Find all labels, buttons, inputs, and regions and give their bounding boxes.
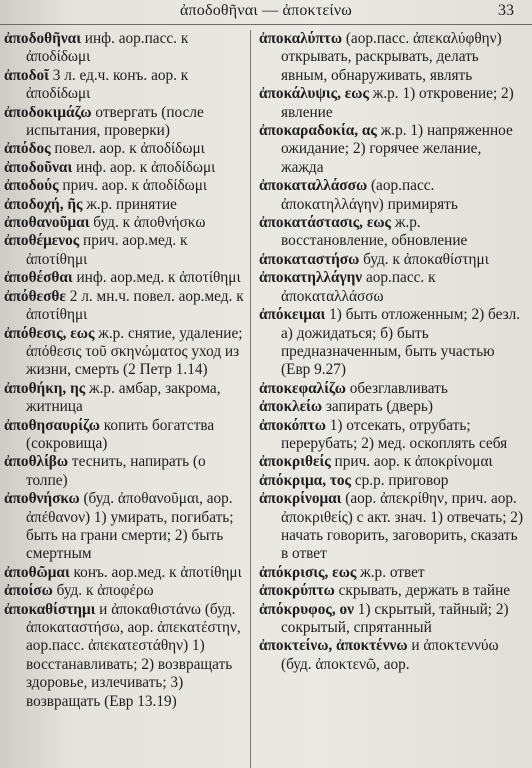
dictionary-entry <box>4 417 244 454</box>
dictionary-entry <box>259 398 527 416</box>
entry-headword: ἀποθνήσκω <box>4 490 80 508</box>
header-rule <box>0 24 532 25</box>
entry-headword: ἀποκαραδοκία, ας <box>259 122 377 140</box>
entry-headword: ἀποθανοῦμαι <box>4 214 90 232</box>
entry-headword: ἀπόθεσθε <box>4 287 66 305</box>
entry-headword: ἀποκατηλλάγην <box>259 269 363 287</box>
dictionary-entry <box>4 380 244 417</box>
right-column <box>259 30 527 674</box>
dictionary-entry <box>259 582 527 600</box>
dictionary-entry <box>259 30 527 85</box>
dictionary-entry <box>4 140 244 158</box>
entry-headword: ἀποκτείνω, ἀποκτέννω <box>259 637 408 655</box>
entry-definition: отвергать (после испытания, проверки) <box>26 103 204 140</box>
entry-headword: ἀποδοκιμάζω <box>4 103 92 121</box>
entry-headword: ἀποθέσθαι <box>4 269 73 287</box>
page-number: 33 <box>498 2 514 19</box>
entry-headword: ἀποθλίβω <box>4 453 69 471</box>
entry-headword: ἀποδοχή, ῆς <box>4 195 83 213</box>
entry-definition: ж.р. амбар, закрома, житница <box>26 379 221 416</box>
entry-definition: аор.пасс. к ἀποκαταλλάσσω <box>281 269 436 305</box>
entry-definition: 1) быть отложенным; 2) безл. а) дожидаться; б) быть предназначенным, быть участью (Евр 9.27) <box>281 306 521 379</box>
entry-headword: ἀποκριθείς <box>259 453 331 471</box>
entry-definition: и ἀποκτεννύω (буд. ἀποκτενῶ, аор. <box>281 637 499 673</box>
entry-headword: ἀποκατάστασις, εως <box>259 214 391 232</box>
entry-headword: ἀποκρίνομαι <box>259 490 342 508</box>
dictionary-entry <box>259 601 527 638</box>
dictionary-entry <box>4 325 244 380</box>
dictionary-entry <box>4 104 244 141</box>
entry-headword: ἀπόκριμα, τος <box>259 471 351 489</box>
dictionary-entry <box>259 490 527 564</box>
entry-definition: ср.р. приговор <box>351 471 449 489</box>
entry-headword: ἀποκαθίστημι <box>4 600 96 618</box>
entry-headword: ἀποκαλύπτω <box>259 30 343 47</box>
dictionary-entry <box>259 637 527 674</box>
dictionary-entry <box>4 232 244 269</box>
entry-definition: инф. аор.пасс. к ἀποδίδωμι <box>26 30 189 66</box>
entry-definition: (аор.пасс. ἀποκατηλλάγην) примирять <box>281 177 458 213</box>
entry-definition: (буд. ἀποθανοῦμαι, аор. ἀπέθανον) 1) умирать, погибать; быть на грани смерти; 2) быть смертным <box>26 490 234 563</box>
page-header <box>0 2 532 24</box>
dictionary-entry <box>4 564 244 582</box>
entry-headword: ἀποκάλυψις, εως <box>259 85 369 103</box>
dictionary-entry <box>259 251 527 269</box>
dictionary-entry <box>4 159 244 177</box>
dictionary-entry <box>4 288 244 325</box>
entry-definition: буд. к ἀποκαθίστημι <box>359 250 489 268</box>
dictionary-entry <box>4 196 244 214</box>
entry-definition: 2 л. мн.ч. повел. аор.мед. к ἀποτίθημι <box>26 287 244 324</box>
dictionary-entry <box>259 417 527 454</box>
dictionary-entry <box>4 269 244 287</box>
dictionary-entry <box>259 380 527 398</box>
entry-definition: ж.р. 1) откровение; 2) явление <box>281 85 514 121</box>
entry-definition: обезглавливать <box>345 379 448 397</box>
entry-definition: (аор. ἀπεκρίθην, прич. аор. ἀποκριθείς) с акт. знач. 1) отвечать; 2) начать говорить, заговорить, сказать в ответ <box>281 490 524 563</box>
entry-definition: 1) скрытый, тайный; 2) сокрытый, спрятанный <box>281 600 509 636</box>
dictionary-entry <box>4 67 244 104</box>
dictionary-entry <box>4 453 244 490</box>
entry-definition: прич. аор.мед. к ἀποτίθημι <box>26 232 188 268</box>
entry-definition: и ἀποκαθιστάνω (буд. ἀποκαταστήσω, аор. ἀπεκατέστην, аор.пасс. ἀπεκατεστάθην) 1) восстанавливать; 2) возвращать здоровье, излечивать; 3) возвращать (Евр 13.19) <box>26 600 241 710</box>
entry-headword: ἀποκρύπτω <box>259 582 335 600</box>
entry-headword: ἀποκλείω <box>259 398 323 416</box>
dictionary-entry <box>4 582 244 600</box>
entry-definition: повел. аор. к ἀποδίδωμι <box>50 140 205 158</box>
entry-definition: скрывать, держать в тайне <box>334 582 511 600</box>
entry-headword: ἀποθέμενος <box>4 232 80 250</box>
entry-definition: ж.р. принятие <box>82 195 177 213</box>
entry-definition: 1) отсекать, отрубать; перерубать; 2) мед. оскоплять себя <box>281 416 508 452</box>
entry-headword: ἀποθῶμαι <box>4 563 70 581</box>
entry-definition: запирать (дверь) <box>322 398 433 416</box>
dictionary-entry <box>4 601 244 711</box>
entry-definition: прич. аор. к ἀποδίδωμι <box>58 177 208 195</box>
entry-headword: ἀποκόπτω <box>259 416 326 434</box>
entry-headword: ἀποθησαυρίζω <box>4 416 100 434</box>
entry-headword: ἀπόθεσις, εως <box>4 324 95 342</box>
left-column <box>4 30 244 711</box>
dictionary-entry <box>4 214 244 232</box>
dictionary-entry <box>4 177 244 195</box>
entry-headword: ἀπόκειμαι <box>259 306 326 324</box>
dictionary-entry <box>259 269 527 306</box>
entry-definition: буд. к ἀποθνήσκω <box>89 214 206 232</box>
entry-headword: ἀποκαταλλάσσω <box>259 177 368 195</box>
entry-headword: ἀποκεφαλίζω <box>259 379 346 397</box>
entry-definition: прич. аор. к ἀποκρίνομαι <box>330 453 493 471</box>
entry-definition: (аор.пасс. ἀπεκαλύφθην) открывать, раскрывать, делать явным, обнаруживать, являть <box>281 30 502 84</box>
entry-definition: копить богатства (сокровища) <box>26 416 215 452</box>
entry-definition: конъ. аор.мед. к ἀποτίθημι <box>69 563 242 581</box>
entry-headword: ἀποθήκη, ης <box>4 379 86 397</box>
dictionary-entry <box>259 177 527 214</box>
entry-headword: ἀποδοῦναι <box>4 158 73 176</box>
column-divider <box>250 30 251 768</box>
entry-definition: буд. к ἀποφέρω <box>52 582 154 600</box>
entry-headword: ἀποκαταστήσω <box>259 250 360 268</box>
entry-definition: ж.р. восстановление, обновление <box>281 214 468 250</box>
entry-definition: 3 л. ед.ч. конъ. аор. к ἀποδίδωμι <box>26 66 189 103</box>
entry-headword: ἀπόκρυφος, ον <box>259 600 354 618</box>
entry-definition: ж.р. 1) напряженное ожидание; 2) горячее желание, жажда <box>281 122 513 176</box>
dictionary-entry <box>259 306 527 380</box>
dictionary-entry <box>259 122 527 177</box>
running-head: ἀποδοθῆναι — ἀποκτείνω <box>179 2 353 19</box>
dictionary-entry <box>259 564 527 582</box>
entry-headword: ἀπόκρισις, εως <box>259 563 357 581</box>
entry-definition: ж.р. снятие, удаление; ἀπόθεσις τοῦ σκηνώματος уход из жизни, смерть (2 Петр 1.14) <box>26 324 243 379</box>
entry-definition: инф. аор. к ἀποδίδωμι <box>72 158 216 176</box>
entry-definition: теснить, напирать (о толпе) <box>26 453 206 489</box>
entry-headword: ἀπόδος <box>4 140 51 158</box>
dictionary-entry <box>259 85 527 122</box>
entry-headword: ἀποδούς <box>4 177 59 195</box>
entry-definition: инф. аор.мед. к ἀποτίθημι <box>72 269 241 287</box>
dictionary-entry <box>259 472 527 490</box>
entry-headword: ἀποδοθῆναι <box>4 30 81 47</box>
dictionary-entry <box>4 490 244 564</box>
entry-definition: ж.р. ответ <box>356 563 425 581</box>
entry-headword: ἀποδοῖ <box>4 66 49 84</box>
dictionary-entry <box>259 214 527 251</box>
dictionary-entry <box>4 30 244 67</box>
dictionary-entry <box>259 453 527 471</box>
entry-headword: ἀποίσω <box>4 582 53 600</box>
